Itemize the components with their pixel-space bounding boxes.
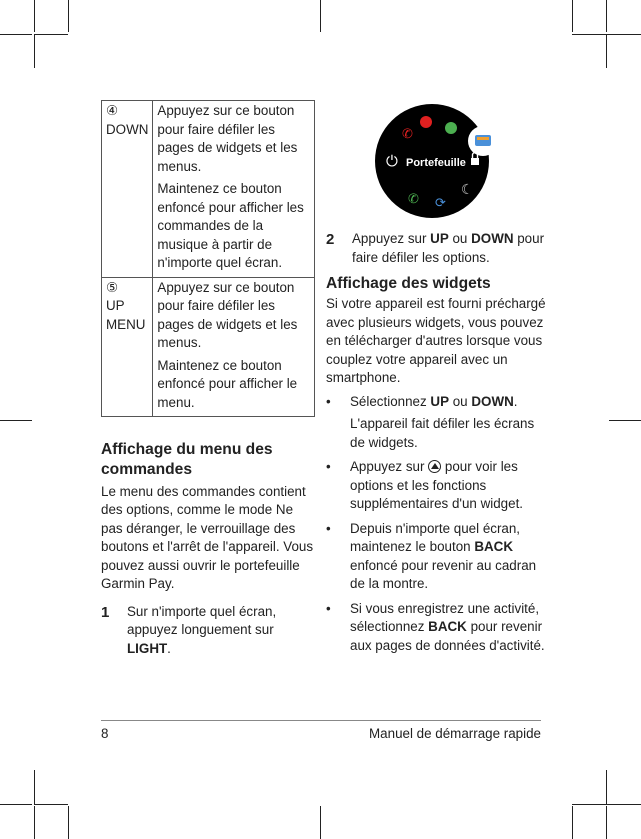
- wallet-icon: [475, 135, 491, 146]
- crop-mark: [606, 804, 641, 805]
- phone-icon: ✆: [402, 127, 413, 142]
- key-name: UP: [106, 298, 125, 313]
- step-number: 1: [101, 603, 110, 621]
- crop-mark: [320, 806, 321, 839]
- crop-mark: [572, 34, 606, 35]
- lock-icon: [471, 158, 479, 165]
- crop-mark: [34, 770, 35, 804]
- alarm-icon: [420, 116, 432, 128]
- sync-icon: ⟳: [435, 196, 446, 211]
- section-body: Si votre appareil est fourni préchargé avec plusieurs widgets, vous pouvez en télécharger d'autres lorsque vous couplez votre appareil avec un smartphone.: [326, 296, 546, 386]
- bullet: •: [326, 520, 331, 536]
- keys-table: [101, 100, 315, 417]
- crop-mark: [320, 0, 321, 32]
- watch-figure: [326, 100, 546, 218]
- crop-mark: [0, 420, 32, 421]
- watch-controls-image: [326, 100, 546, 218]
- crop-mark: [34, 804, 68, 805]
- key-desc: Appuyez sur ce bouton pour faire défiler les pages de widgets et les menus.: [157, 103, 298, 174]
- table-row: [102, 101, 315, 278]
- right-column: [326, 100, 546, 655]
- step-number: 2: [326, 231, 335, 248]
- section-body: Le menu des commandes contient des options, comme le mode Ne pas déranger, le verrouillage des boutons et l'arrêt de l'appareil. Vous pouvez aussi ouvrir le portefeuille Garmin Pay.: [101, 483, 314, 592]
- footer-title: Manuel de démarrage rapide: [369, 726, 541, 741]
- crop-mark: [606, 806, 607, 839]
- crop-mark: [572, 806, 573, 839]
- desc-cell: [153, 277, 315, 417]
- crop-mark: [572, 0, 573, 32]
- list-item: • Appuyez sur pour voir les options et les fonctions supplémentaires d'un widget.: [326, 458, 546, 514]
- key-number: ④: [106, 103, 119, 118]
- bullet: •: [326, 393, 331, 409]
- page-number: 8: [101, 726, 109, 741]
- key-cell: [102, 101, 153, 278]
- crop-mark: [34, 0, 35, 32]
- left-column: [101, 100, 317, 658]
- power-icon: ⏻: [386, 152, 398, 170]
- list-subtext: L'appareil fait défiler les écrans de widgets.: [350, 416, 535, 450]
- crop-mark: [609, 420, 641, 421]
- step-text: Sur n'importe quel écran, appuyez longuement sur LIGHT.: [127, 603, 277, 656]
- phone-icon: ✆: [408, 192, 419, 207]
- crop-mark: [34, 806, 35, 839]
- crop-mark: [606, 0, 607, 32]
- crop-mark: [572, 804, 606, 805]
- key-name: MENU: [106, 316, 146, 332]
- step-1: [101, 603, 317, 659]
- watch-label: Portefeuille: [406, 157, 466, 169]
- list-item: • Depuis n'importe quel écran, maintenez le bouton BACK enfoncé pour revenir au cadran de la montre.: [326, 520, 546, 594]
- crop-mark: [0, 804, 32, 805]
- list-item: • Sélectionnez UP ou DOWN. L'appareil fait défiler les écrans de widgets.: [326, 393, 546, 453]
- crop-mark: [0, 34, 32, 35]
- key-desc: Maintenez ce bouton enfoncé pour afficher les commandes de la musique à partir de n'importe quel écran.: [157, 181, 304, 270]
- section-heading: Affichage des widgets: [326, 275, 491, 292]
- list-item: • Si vous enregistrez une activité, sélectionnez BACK pour revenir aux pages de données d'activité.: [326, 600, 546, 656]
- section-heading: Affichage du menu des commandes: [101, 441, 273, 479]
- crop-mark: [34, 34, 68, 35]
- bullet: •: [326, 459, 331, 475]
- key-desc: Appuyez sur ce bouton pour faire défiler les pages de widgets et les menus.: [157, 279, 298, 350]
- step-text: Appuyez sur UP ou DOWN pour faire défiler les options.: [352, 231, 545, 265]
- crop-mark: [34, 34, 35, 68]
- key-name: DOWN: [106, 121, 149, 137]
- crop-mark: [606, 34, 641, 35]
- up-arrow-icon: [428, 460, 441, 473]
- bullet: •: [326, 600, 331, 616]
- crop-mark: [606, 34, 607, 68]
- page-footer: [101, 720, 541, 741]
- desc-cell: [153, 101, 315, 278]
- step-2: [326, 230, 546, 267]
- key-number: ⑤: [106, 279, 119, 295]
- crop-mark: [68, 0, 69, 32]
- crop-mark: [606, 770, 607, 804]
- table-row: [102, 277, 315, 417]
- moon-icon: ☾: [461, 182, 474, 198]
- key-desc: Maintenez ce bouton enfoncé pour afficher le menu.: [157, 357, 298, 410]
- key-cell: [102, 277, 153, 417]
- crop-mark: [68, 806, 69, 839]
- stopwatch-icon: [445, 122, 457, 134]
